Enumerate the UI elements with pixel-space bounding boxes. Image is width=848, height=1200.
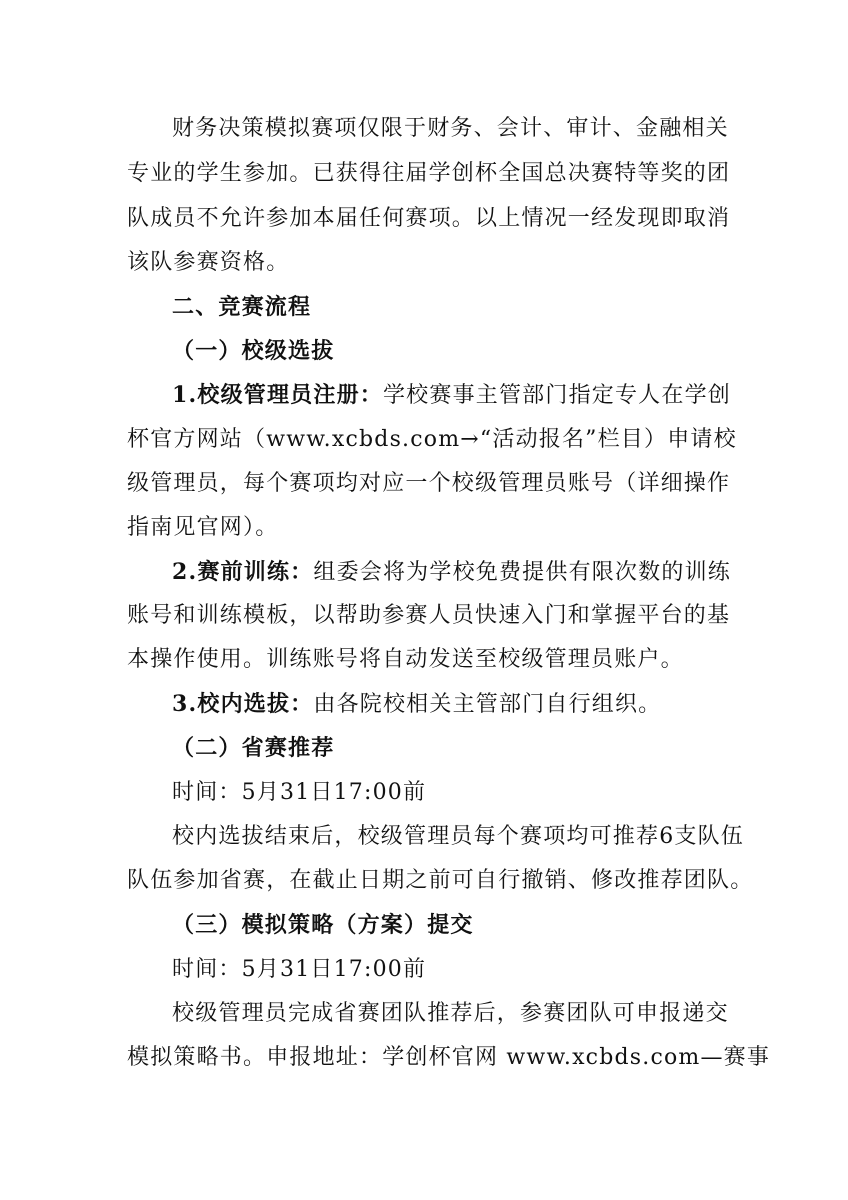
- paragraph-line: 账号和训练模板，以帮助参赛人员快速入门和掌握平台的基: [127, 603, 731, 628]
- paragraph-line: 级管理员，每个赛项均对应一个校级管理员账号（详细操作: [127, 471, 731, 496]
- item-text: 由各院校相关主管部门自行组织。: [313, 692, 662, 717]
- paragraph-line: 指南见官网）。: [127, 515, 279, 540]
- time-line: 时间：5月31日17:00前: [172, 957, 427, 982]
- section-heading: 二、竞赛流程: [172, 294, 312, 320]
- item-label: 2.赛前训练：: [172, 559, 314, 585]
- subsection-heading: （一）校级选拔: [172, 338, 335, 364]
- paragraph-line: 该队参赛资格。: [127, 250, 290, 275]
- paragraph-line: 本操作使用。训练账号将自动发送至校级管理员账户。: [127, 647, 684, 672]
- subsection-heading: （二）省赛推荐: [172, 735, 335, 761]
- subsection-heading: （三）模拟策略（方案）提交: [172, 912, 474, 938]
- paragraph-line: 财务决策模拟赛项仅限于财务、会计、审计、金融相关: [172, 116, 729, 141]
- paragraph-line: 杯官方网站（www.xcbds.com→“活动报名”栏目）申请校: [127, 427, 737, 452]
- paragraph-line: 专业的学生参加。已获得往届学创杯全国总决赛特等奖的团: [127, 161, 731, 186]
- item-label: 1.校级管理员注册：: [172, 382, 383, 408]
- paragraph-line: 模拟策略书。申报地址：学创杯官网 www.xcbds.com—赛事: [127, 1045, 771, 1070]
- list-item: [172, 557, 772, 588]
- list-item: [172, 380, 772, 411]
- item-text: 学校赛事主管部门指定专人在学创: [382, 383, 731, 408]
- time-line: 时间：5月31日17:00前: [172, 780, 427, 805]
- item-label: 3.校内选拔：: [172, 691, 314, 717]
- paragraph-line: 校级管理员完成省赛团队推荐后，参赛团队可申报递交: [172, 1001, 729, 1026]
- paragraph-line: 队成员不允许参加本届任何赛项。以上情况一经发现即取消: [127, 206, 731, 231]
- paragraph-line: 队伍参加省赛，在截止日期之前可自行撤销、修改推荐团队。: [127, 868, 754, 893]
- item-text: 组委会将为学校免费提供有限次数的训练: [313, 560, 731, 585]
- paragraph-line: 校内选拔结束后，校级管理员每个赛项均可推荐6支队伍: [172, 824, 744, 849]
- list-item: [172, 689, 772, 720]
